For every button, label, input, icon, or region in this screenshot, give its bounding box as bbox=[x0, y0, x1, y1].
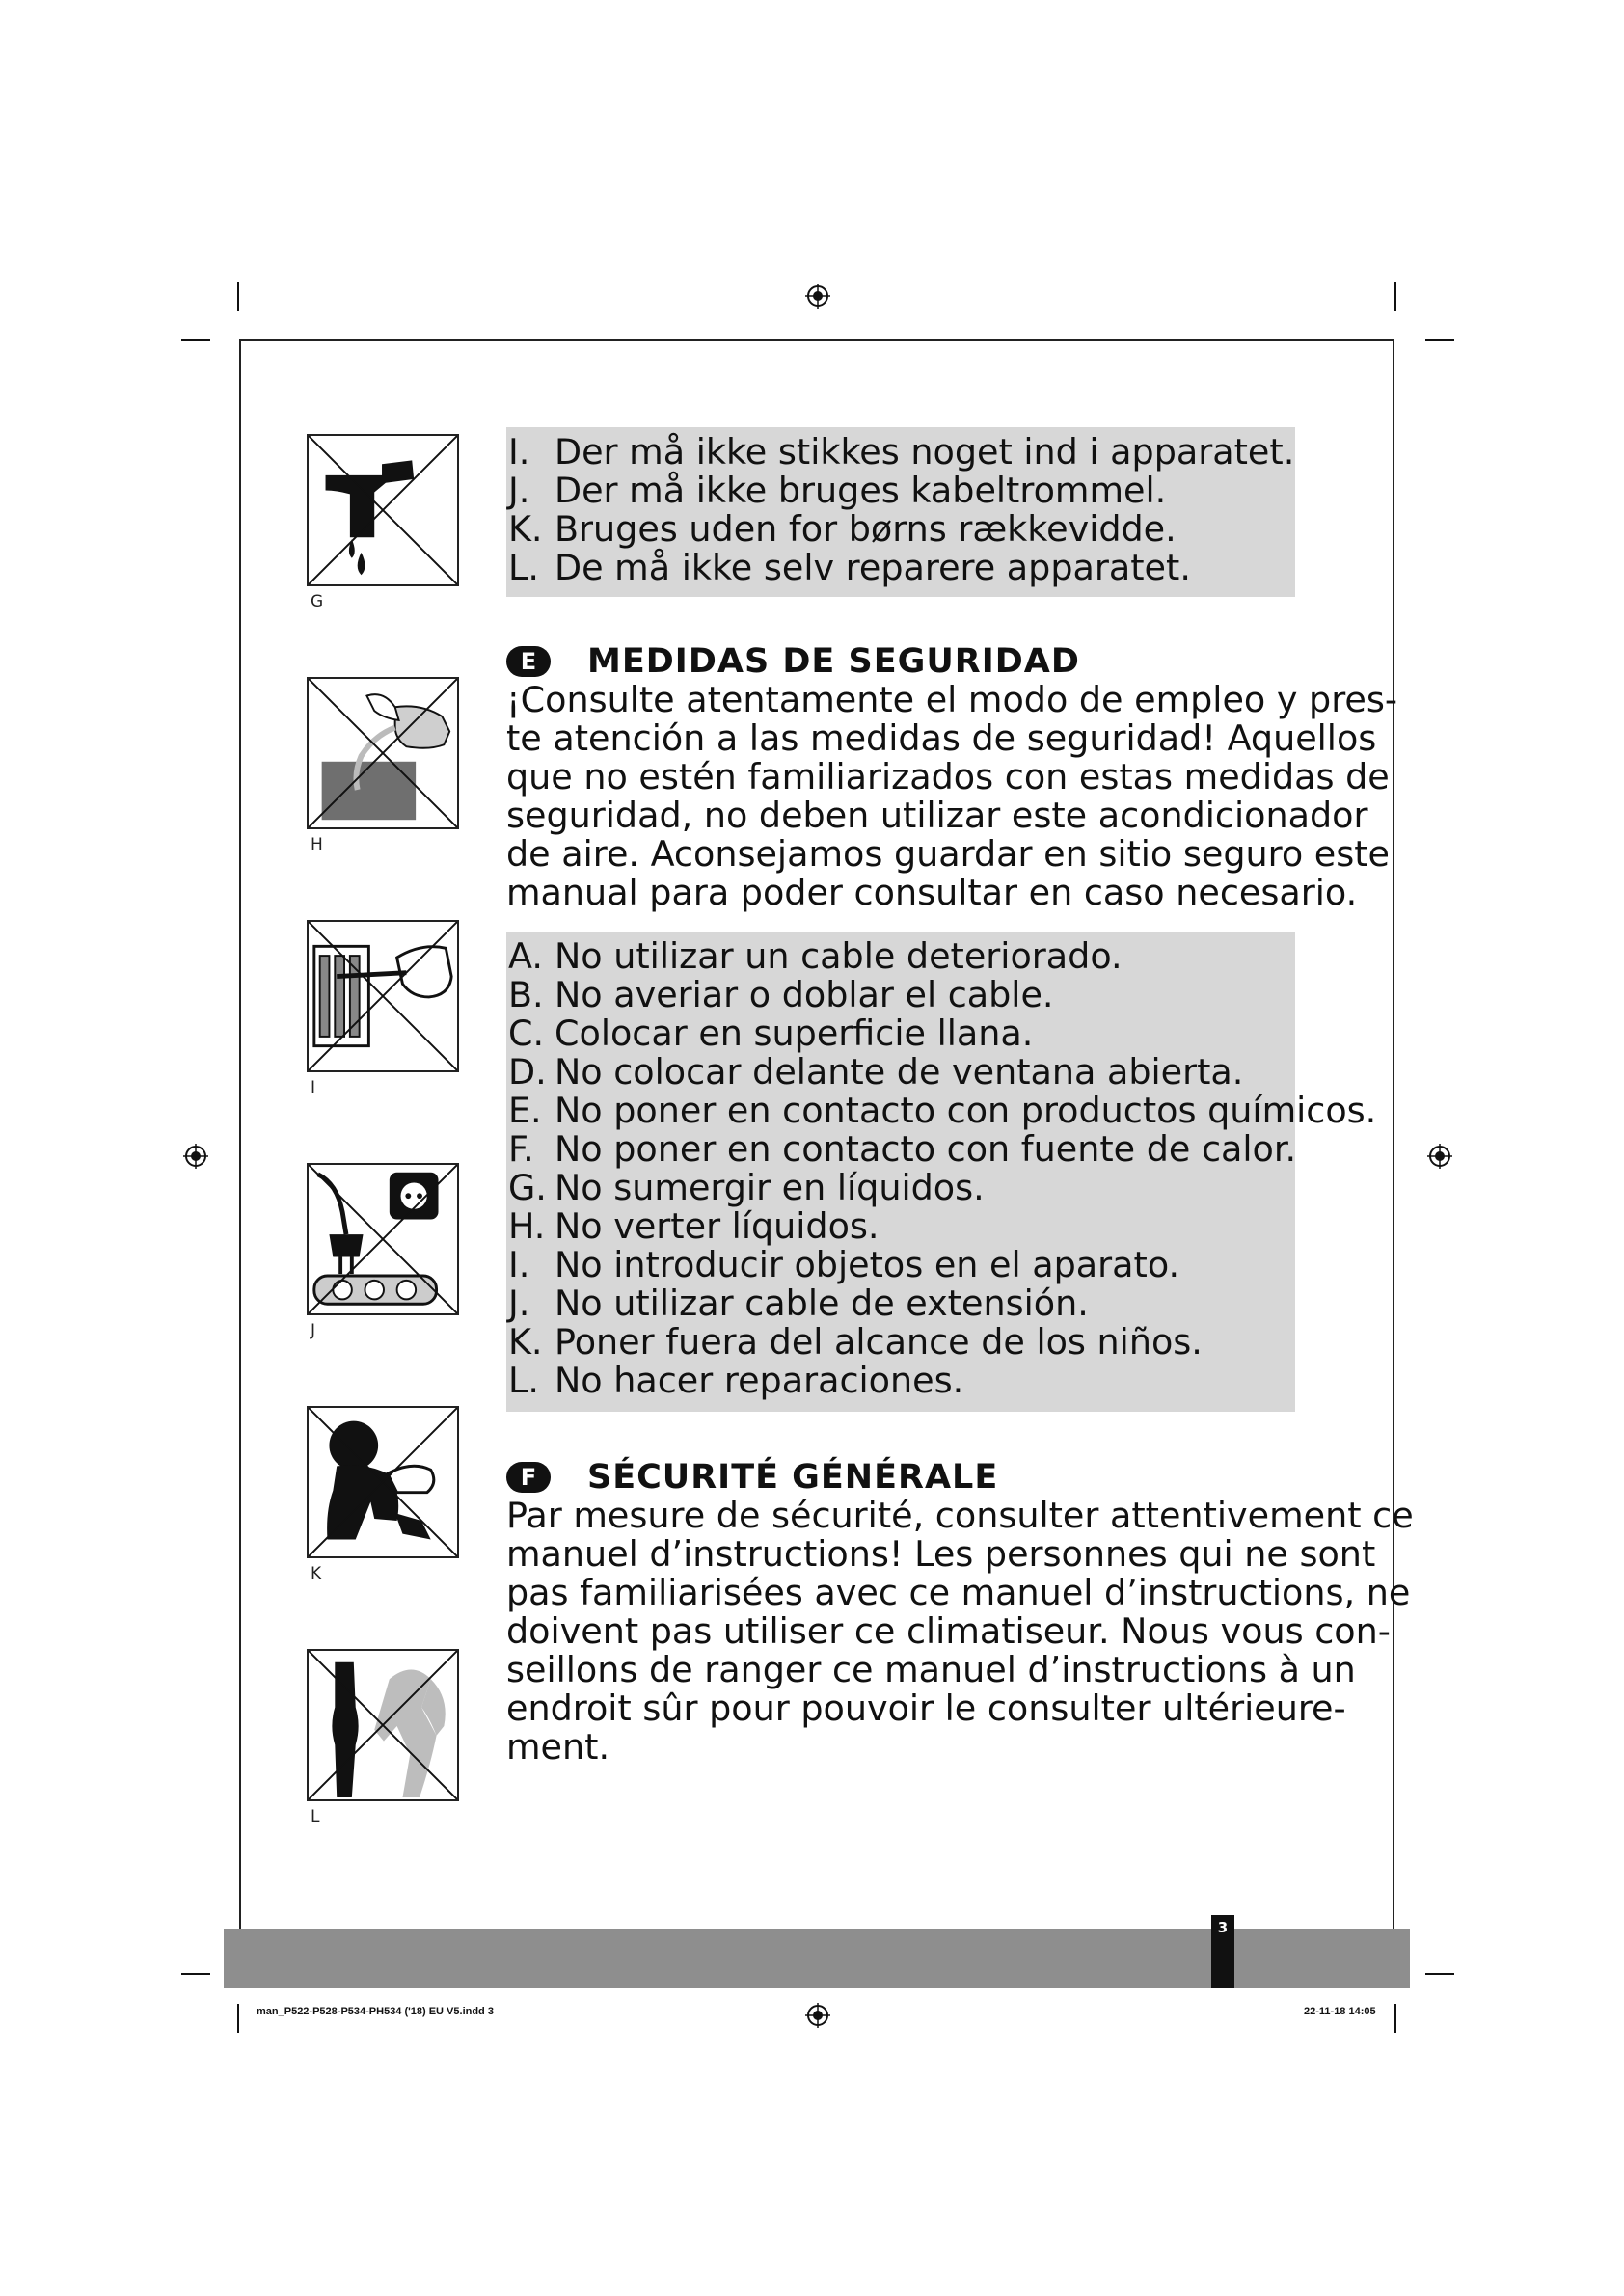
pictogram-label: H bbox=[311, 835, 323, 854]
file-slug: man_P522-P528-P534-PH534 ('18) EU V5.indd 3 bbox=[257, 2006, 494, 2017]
danish-safety-list-box bbox=[506, 427, 1295, 597]
spanish-safety-list-box bbox=[506, 932, 1377, 1412]
registration-mark-icon bbox=[183, 1144, 208, 1169]
registration-mark-icon bbox=[1427, 1144, 1452, 1169]
page-number: 3 bbox=[1211, 1915, 1234, 1988]
list-item: D. No colocar delante de ventana abierta. bbox=[508, 1051, 1244, 1093]
list-item: I. No introducir objetos en el aparato. bbox=[508, 1244, 1180, 1285]
list-item: L. De må ikke selv reparere apparatet. bbox=[508, 547, 1191, 588]
registration-mark-icon bbox=[805, 2003, 830, 2028]
french-intro-paragraph: Par mesure de sécurité, consulter attentivement ce manuel d’instructions! Les personnes qui ne sont pas familiarisées avec ce manuel d’instructions, ne doivent pas utiliser ce climatiseur. Nous vous con- seillons de ranger ce manuel d’instructions à un endroit sûr pour pouvoir le consulter ultérieure- ment. bbox=[506, 1495, 1414, 1768]
no-extension-cord-icon bbox=[307, 1163, 459, 1315]
no-inserting-objects-icon bbox=[307, 920, 459, 1072]
section-title: SÉCURITÉ GÉNÉRALE bbox=[587, 1458, 999, 1497]
list-item: L. No hacer reparaciones. bbox=[508, 1360, 964, 1401]
crop-mark bbox=[1425, 339, 1454, 341]
no-self-repair-icon bbox=[307, 1649, 459, 1801]
list-item: C. Colocar en superficie llana. bbox=[508, 1013, 1034, 1054]
danish-safety-list bbox=[506, 427, 1295, 587]
crop-mark bbox=[1394, 282, 1396, 311]
crop-mark bbox=[237, 2004, 239, 2033]
crop-mark bbox=[1425, 1973, 1454, 1975]
list-item: J. Der må ikke bruges kabeltrommel. bbox=[508, 470, 1167, 511]
spanish-safety-list bbox=[506, 932, 1377, 1401]
list-item: A. No utilizar un cable deteriorado. bbox=[508, 935, 1123, 977]
list-item: G. No sumergir en líquidos. bbox=[508, 1167, 985, 1208]
pictogram-label: L bbox=[311, 1807, 320, 1826]
crop-mark bbox=[237, 282, 239, 311]
list-item: J. No utilizar cable de extensión. bbox=[508, 1283, 1089, 1324]
list-item: K. Poner fuera del alcance de los niños. bbox=[508, 1321, 1203, 1363]
date-slug: 22-11-18 14:05 bbox=[1304, 2006, 1376, 2017]
list-item: E. No poner en contacto con productos químicos. bbox=[508, 1090, 1377, 1131]
no-immersion-icon bbox=[307, 434, 459, 586]
list-item: F. No poner en contacto con fuente de calor. bbox=[508, 1128, 1297, 1170]
spanish-section-heading bbox=[506, 642, 1080, 681]
list-item: I. Der må ikke stikkes noget ind i apparatet. bbox=[508, 431, 1295, 473]
crop-mark bbox=[1394, 2004, 1396, 2033]
french-section-heading bbox=[506, 1458, 998, 1497]
crop-mark bbox=[181, 339, 210, 341]
list-item: H. No verter líquidos. bbox=[508, 1205, 880, 1247]
no-pouring-liquid-icon bbox=[307, 677, 459, 829]
list-item: B. No averiar o doblar el cable. bbox=[508, 974, 1054, 1015]
keep-away-from-children-icon bbox=[307, 1406, 459, 1558]
pictogram-label: K bbox=[311, 1564, 322, 1583]
section-title: MEDIDAS DE SEGURIDAD bbox=[587, 642, 1080, 681]
spanish-intro-paragraph: ¡Consulte atentamente el modo de empleo y pres- te atención a las medidas de seguridad! Aquellos que no estén familiarizados con estas medidas de seguridad, no deben utilizar este acondicionador de aire. Aconsejamos guardar en sitio seguro este manual para poder consultar en caso necesario. bbox=[506, 679, 1398, 913]
crop-mark bbox=[181, 1973, 210, 1975]
pictogram-label: J bbox=[311, 1321, 316, 1340]
list-item: K. Bruges uden for børns rækkevidde. bbox=[508, 508, 1177, 550]
pictogram-label: G bbox=[311, 592, 324, 611]
language-badge: F bbox=[506, 1462, 551, 1493]
language-badge: E bbox=[506, 646, 551, 677]
pictogram-label: I bbox=[311, 1078, 316, 1097]
registration-mark-icon bbox=[805, 284, 830, 309]
